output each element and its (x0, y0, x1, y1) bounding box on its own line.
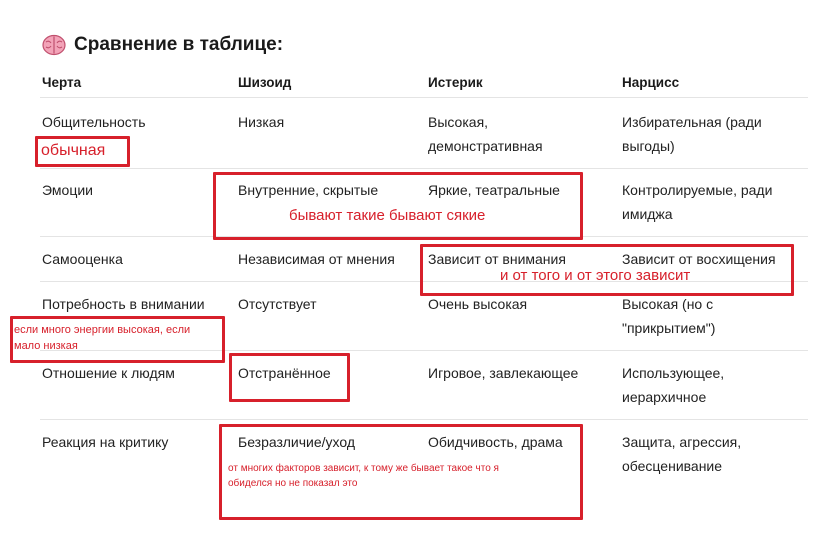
row-divider (40, 97, 808, 98)
schizoid-cell: Внутренние, скрытые (238, 182, 379, 198)
annotation-text: обычная (41, 142, 106, 159)
hysteric-cell: Зависит от внимания (428, 251, 566, 267)
trait-cell: Потребность в внимании (42, 296, 205, 312)
annotation-text: если много энергии высокая, если мало низкая (14, 324, 191, 352)
narcissist-cell: Избирательная (ради выгоды) (622, 114, 762, 154)
schizoid-cell: Отстранённое (238, 365, 331, 381)
annotation-text: бывают такие бывают сякие (289, 207, 486, 224)
annotation-text: от многих факторов зависит, к тому же бывает такое что я обиделся но не показал это (228, 463, 499, 489)
annotation-box (229, 353, 350, 402)
trait-cell: Самооценка (42, 251, 123, 267)
schizoid-cell: Независимая от мнения (238, 251, 395, 267)
narcissist-cell: Использующее, иерархичное (622, 365, 725, 405)
schizoid-cell: Отсутствует (238, 296, 317, 312)
hysteric-cell: Высокая, демонстративная (428, 114, 543, 154)
hysteric-cell: Игровое, завлекающее (428, 365, 579, 381)
trait-cell: Реакция на критику (42, 434, 169, 450)
schizoid-cell: Низкая (238, 114, 285, 130)
trait-cell: Эмоции (42, 182, 93, 198)
narcissist-cell: Зависит от восхищения (622, 251, 776, 267)
column-header-hysteric: Истерик (428, 75, 483, 90)
hysteric-cell: Яркие, театральные (428, 182, 560, 198)
section-title: Сравнение в таблице: (74, 34, 284, 55)
row-divider (40, 419, 808, 420)
hysteric-cell: Очень высокая (428, 296, 528, 312)
narcissist-cell: Защита, агрессия, обесценивание (622, 434, 742, 474)
column-header-narcissist: Нарцисс (622, 75, 680, 90)
narcissist-cell: Высокая (но с "прикрытием") (622, 296, 716, 336)
schizoid-cell: Безразличие/уход (238, 434, 356, 450)
annotation-text: и от того и от этого зависит (500, 267, 691, 284)
section-heading (42, 30, 283, 60)
column-header-trait: Черта (42, 75, 82, 90)
trait-cell: Общительность (42, 114, 146, 130)
column-header-schizoid: Шизоид (238, 75, 292, 90)
row-divider (40, 168, 808, 169)
hysteric-cell: Обидчивость, драма (428, 434, 563, 450)
narcissist-cell: Контролируемые, ради имиджа (622, 182, 773, 222)
brain-icon (42, 34, 66, 56)
trait-cell: Отношение к людям (42, 365, 175, 381)
